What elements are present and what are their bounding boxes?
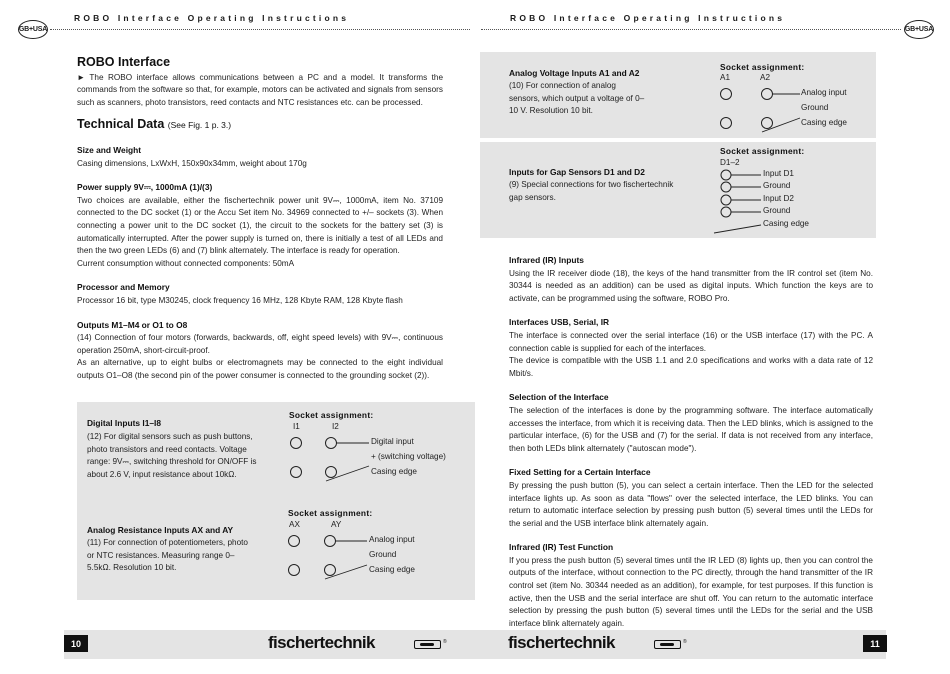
registered-mark: ® [683, 639, 687, 645]
analog-volt-text: (10) For connection of analog sensors, which output a voltage of 0–10 V. Resolution 10 bit. [509, 81, 645, 116]
gap-socket-head: Socket assignment: [720, 146, 805, 156]
analog-res-label-input: Analog input [369, 535, 415, 544]
gap-text: (9) Special connections for two fischertechnik gap sensors. [509, 180, 674, 202]
selection-title: Selection of the Interface [509, 392, 609, 403]
header-divider [50, 29, 470, 30]
tech-data-title [77, 118, 443, 132]
usb-title: Interfaces USB, Serial, IR [509, 317, 610, 328]
left-main-text [77, 56, 443, 382]
analog-res-label-ground: Ground [369, 550, 397, 559]
gap-label-input-d2: Input D2 [763, 194, 794, 203]
header-title: ROBO Interface Operating Instructions [74, 13, 350, 23]
processor-title: Processor and Memory [77, 282, 170, 293]
gap-label-input-d1: Input D1 [763, 169, 794, 178]
digital-text: (12) For digital sensors such as push buttons, photo transistors and reed contacts. Voltage range: 9V⎓, switching threshold for ON/OFF is about 2.6 V, input resistance about 10kΩ. [87, 432, 257, 479]
analog-res-label-casing: Casing edge [369, 565, 415, 574]
ir-test-title: Infrared (IR) Test Function [509, 542, 614, 553]
usb-text-2: The device is compatible with the USB 1.1 and 2.0 specifications and works with a data rate of 12 Mbit/s. [509, 356, 873, 378]
gap-socket-diagram [480, 142, 876, 238]
analog-res-text: (11) For connection of potentiometers, photo or NTC resistances. Measuring range 0–5.5kΩ. Resolution 10 bit. [87, 538, 248, 573]
analog-volt-col-a2: A2 [760, 73, 771, 82]
analog-res-col-ay: AY [331, 520, 342, 529]
intro-title: ROBO Interface [77, 55, 171, 69]
analog-volt-label-casing: Casing edge [801, 118, 847, 127]
header-title: ROBO Interface Operating Instructions [510, 13, 786, 23]
analog-volt-label-ground: Ground [801, 103, 829, 112]
analog-res-socket-diagram [77, 504, 475, 600]
ir-test-text: If you press the push button (5) several times until the IR LED (8) lights up, then you can control the outputs of the interface, without connection to the PC directly, through the hand transmitter of the IR control set (item No. 30344 needed as an addition), for example, for test purposes. If this function is active, then the USB and the serial interface are shut off. You can return to the automatic interface selection by pressing the push button (5) several times until the LEDs for the serial and the USB interface blink alternately again. [509, 555, 873, 628]
analog-resistance-box [77, 504, 475, 600]
fixed-setting-text: By pressing the push button (5), you can select a certain interface. Then the LED for the selected interface lights up. As soon as data "flows" over the selected interface, the LED blinks. You can return to automatic interface selection by pressing push button (5) several times until the LEDs for the serial and the USB interface blink alternately again. [509, 480, 873, 528]
power-title: Power supply 9V⎓, 1000mA (1)/(3) [77, 182, 213, 193]
digital-socket-head: Socket assignment: [289, 410, 374, 420]
fischertechnik-logo-left: fischertechnik [268, 633, 375, 652]
analog-res-title: Analog Resistance Inputs AX and AY [87, 525, 234, 535]
digital-label-casing: Casing edge [371, 467, 417, 476]
gap-label-ground-1: Ground [763, 181, 791, 190]
size-title: Size and Weight [77, 144, 142, 155]
analog-volt-label-input: Analog input [801, 88, 847, 97]
selection-text: The selection of the interfaces is done by the programming software. The interface automatically accesses the interface, from which it is receiving data. Then the LED blinks, which is assigned to the particular interface, (6) for the USB and (7) for the serial. If data is not received from any interface, then both LEDs blink alternately ("autoscan mode"). [509, 405, 873, 453]
power-text: Two choices are available, either the fischertechnik power unit 9V⎓, 1000mA, item No. 37109 connected to the DC socket (1) or the Accu Set item No. 34969 connected to +/– sockets (3). When connecting a power unit to the DC socket (1), the circuit to the sockets for the battery set (3) is automatically interrupted. After the power supply is turned on, there is initially a test of all LEDs and then the two green LEDs (6) and (7) blink alternately. The interface is ready for operation. [77, 195, 443, 256]
digital-inputs-box [77, 402, 475, 504]
processor-text: Processor 16 bit, type M30245, clock frequency 16 MHz, 128 Kbyte RAM, 128 Kbyte flash [77, 295, 403, 305]
header-divider [481, 29, 901, 30]
ir-inputs-title: Infrared (IR) Inputs [509, 255, 584, 265]
gap-label-ground-2: Ground [763, 206, 791, 215]
gap-col-d12: D1–2 [720, 158, 740, 167]
gb-usa-badge: GB+USA [18, 20, 48, 39]
outputs-text-2: As an alternative, up to eight bulbs or electromagnets may be connected to the eight individual outputs O1–O8 (the second pin of the power consumer is connected to the grounding socket (2)). [77, 358, 443, 380]
digital-col-i2: I2 [332, 422, 339, 431]
outputs-title: Outputs M1–M4 or O1 to O8 [77, 319, 188, 330]
page-number-right: 11 [863, 635, 887, 652]
size-text: Casing dimensions, LxWxH, 150x90x34mm, weight about 170g [77, 158, 307, 168]
gap-sensors-box [480, 142, 876, 238]
analog-res-socket-head: Socket assignment: [288, 508, 373, 518]
fish-logo-icon [414, 640, 441, 649]
fish-logo-icon [654, 640, 681, 649]
intro-text: ► The ROBO interface allows communications between a PC and a model. It transforms the commands from the software so that, for example, motors can be activated and signals from sensors such as scanners, photo transistors, reed contacts and NTC resistances etc. can be processed. [77, 72, 443, 107]
analog-volt-col-a1: A1 [720, 73, 731, 82]
analog-voltage-box [480, 52, 876, 138]
ir-inputs-text: Using the IR receiver diode (18), the keys of the hand transmitter from the IR control set (item No. 30344 is needed as an addition) can be used as digital inputs. Which function the keys are to activate, can be programmed using the software, ROBO Pro. [509, 268, 873, 303]
right-main-text [509, 254, 873, 630]
tech-note: (See Fig. 1 p. 3.) [167, 120, 232, 131]
gb-usa-badge: GB+USA [904, 20, 934, 39]
fixed-setting-title: Fixed Setting for a Certain Interface [509, 467, 651, 478]
analog-res-col-ax: AX [289, 520, 300, 529]
page-number-left: 10 [64, 635, 88, 652]
fischertechnik-logo-right: fischertechnik [508, 633, 615, 652]
registered-mark: ® [443, 639, 447, 645]
digital-col-i1: I1 [293, 422, 300, 431]
gap-title: Inputs for Gap Sensors D1 and D2 [509, 167, 645, 177]
digital-label-input: Digital input [371, 437, 414, 446]
digital-label-switching: + (switching voltage) [371, 452, 446, 461]
page-header-left [74, 13, 349, 23]
power-text-2: Current consumption without connected components: 50mA [77, 258, 295, 268]
outputs-text: (14) Connection of four motors (forwards, backwards, off, eight speed levels) with 9V⎓, continuous operation 250mA, short-circuit-proof. [77, 333, 443, 355]
right-page [475, 0, 950, 674]
gap-label-casing: Casing edge [763, 219, 809, 228]
usb-text: The interface is connected over the serial interface (16) or the USB interface (17) with the PC. A connection cable is supplied for each of the interfaces. [509, 330, 873, 353]
analog-volt-title: Analog Voltage Inputs A1 and A2 [509, 68, 640, 78]
page-header-right [510, 13, 785, 23]
digital-title: Digital Inputs I1–I8 [87, 418, 161, 428]
tech-title-text: Technical Data [77, 117, 165, 132]
analog-volt-socket-head: Socket assignment: [720, 62, 805, 72]
